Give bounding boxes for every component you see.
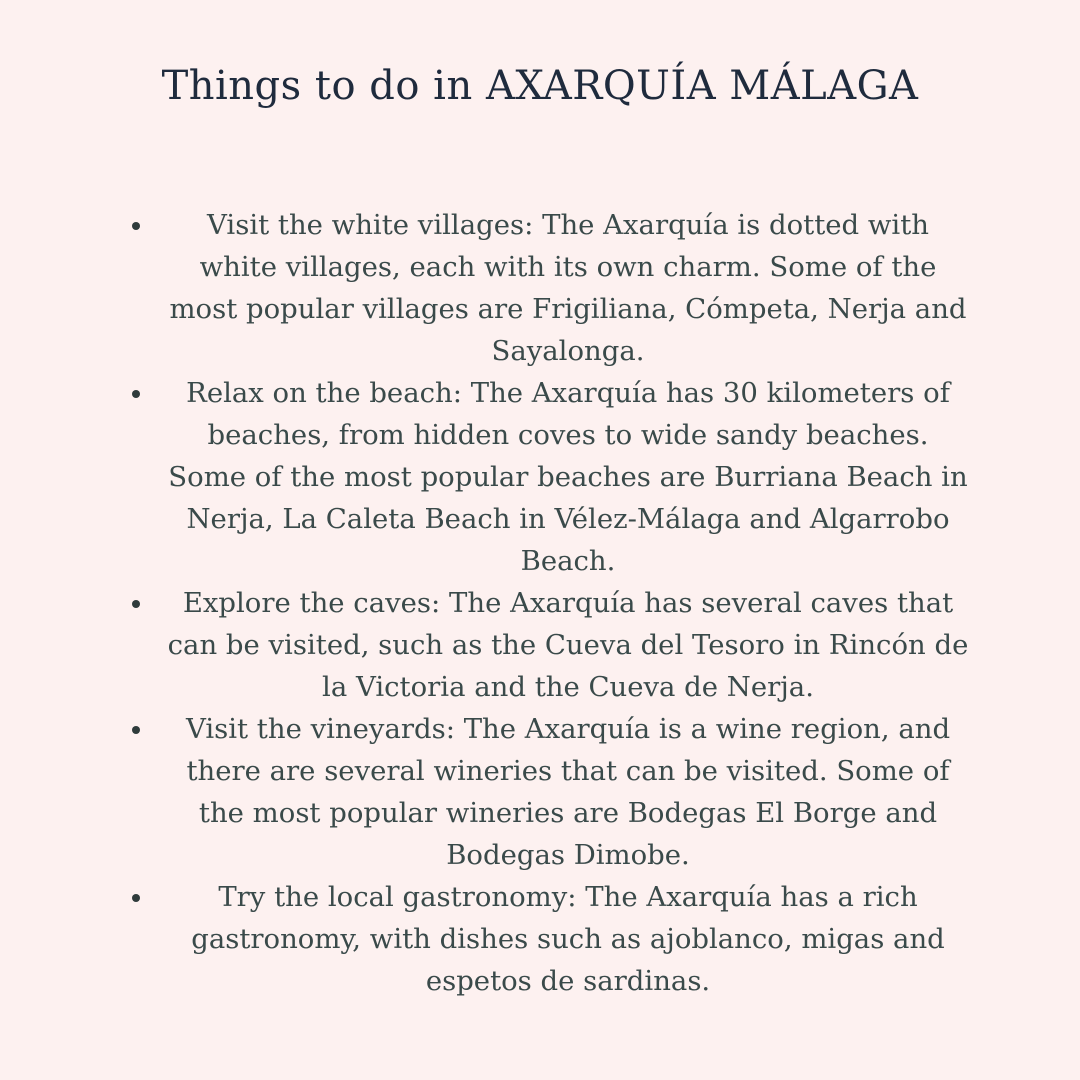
list-item xyxy=(130,372,970,582)
list-item-text: Explore the caves: The Axarquía has several caves that can be visited, such as the Cueva del Tesoro in Rincón de la Victoria and the Cueva de Nerja. xyxy=(167,587,969,703)
bullet-icon xyxy=(132,390,140,398)
page-title: Things to do in AXARQUÍA MÁLAGA xyxy=(161,63,919,109)
bullet-icon xyxy=(132,726,140,734)
bullet-icon xyxy=(132,222,140,230)
list-item-text: Visit the white villages: The Axarquía is dotted with white villages, each with its own charm. Some of the most popular villages are Frigiliana, Cómpeta, Nerja and Sayalonga. xyxy=(169,209,967,367)
list-item xyxy=(130,708,970,876)
list-item xyxy=(130,582,970,708)
list-item xyxy=(130,204,970,372)
list-item-text: Relax on the beach: The Axarquía has 30 kilometers of beaches, from hidden coves to wide sandy beaches. Some of the most popular beaches are Burriana Beach in Nerja, La Caleta Beach in Vélez-Málaga and Algarrobo Beach. xyxy=(168,377,968,577)
list-item-text: Visit the vineyards: The Axarquía is a wine region, and there are several wineries that can be visited. Some of the most popular wineries are Bodegas El Borge and Bodegas Dimobe. xyxy=(185,713,951,871)
things-to-do-list xyxy=(130,204,970,1002)
bullet-icon xyxy=(132,894,140,902)
bullet-icon xyxy=(132,600,140,608)
list-item xyxy=(130,876,970,1002)
list-item-text: Try the local gastronomy: The Axarquía has a rich gastronomy, with dishes such as ajoblanco, migas and espetos de sardinas. xyxy=(191,881,945,997)
